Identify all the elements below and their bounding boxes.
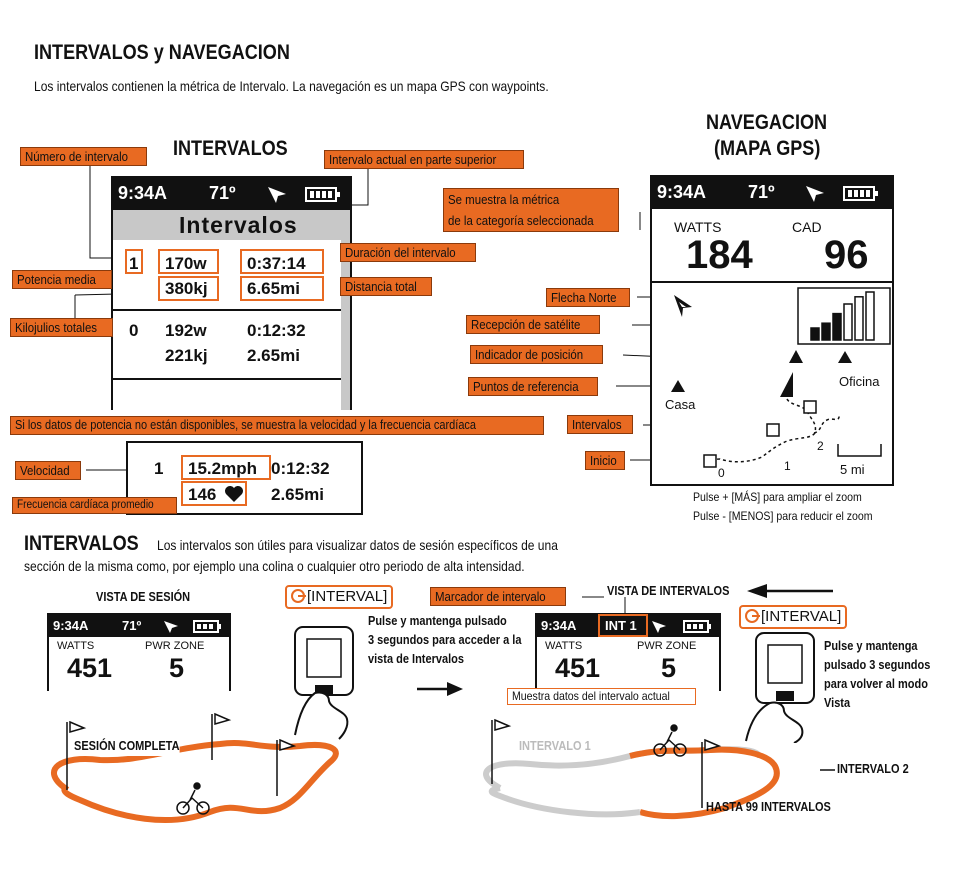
interval-heart-rate: 146 (188, 485, 217, 504)
status-temp: 71º (209, 183, 236, 203)
callout-interval-number: Número de intervalo (20, 147, 147, 166)
metric-label-watts: WATTS (674, 219, 722, 235)
interval-button[interactable]: [INTERVAL] (285, 585, 393, 609)
screen-title: Intervalos (179, 212, 298, 238)
interval-power: 192w (165, 321, 207, 340)
callout-category-metric: Se muestra la métrica de la categoría seleccionada (443, 188, 619, 232)
callout-avg-heart-rate: Frecuencia cardíaca promedio (12, 497, 177, 514)
interval-distance: 2.65mi (271, 485, 324, 504)
map-label-office: Oficina (839, 374, 880, 389)
intro-text: Los intervalos contienen la métrica de Intervalo. La navegación es un mapa GPS con waypoints. (34, 78, 549, 94)
map-label-scale: 5 mi (840, 462, 865, 477)
interval-badge: INT 1 (605, 618, 637, 633)
nav-heading-line1: NAVEGACION (706, 111, 828, 134)
callout-start: Inicio (585, 451, 625, 470)
shows-current-note: Muestra datos del intervalo actual (507, 688, 696, 705)
interval-view-screen: 9:34A INT 1 WATTS PWR ZONE 451 5 (535, 613, 721, 691)
callout-avg-power: Potencia media (12, 270, 112, 289)
map-label-pt1: 1 (784, 459, 791, 473)
interval-power: 170w (165, 254, 207, 273)
interval-duration: 0:37:14 (247, 254, 306, 273)
interval-distance: 6.65mi (247, 279, 300, 298)
session-complete-label: SESIÓN COMPLETA (74, 737, 180, 756)
interval-button[interactable]: [INTERVAL] (739, 605, 847, 629)
cyclist-icon (177, 783, 209, 814)
callout-satellite: Recepción de satélite (466, 315, 600, 334)
callout-north-arrow: Flecha Norte (546, 288, 630, 307)
callout-no-power-note: Si los datos de potencia no están disponibles, se muestra la velocidad y la frecuencia cardíaca (10, 416, 544, 435)
interval2-label: INTERVALO 2 (837, 762, 909, 776)
callout-position: Indicador de posición (470, 345, 603, 364)
arrow-right-icon (415, 680, 465, 698)
map-label-pt2: 2 (817, 439, 824, 453)
hold-to-return-note: Pulse y mantenga pulsado 3 segundos para volver al modo Vista (824, 639, 931, 710)
interval-distance: 2.65mi (247, 346, 300, 365)
callout-intervals: Intervalos (567, 415, 633, 434)
zoom-out-note: Pulse - [MENOS] para reducir el zoom (693, 509, 873, 523)
status-temp: 71º (748, 182, 775, 202)
zoom-in-note: Pulse + [MÁS] para ampliar el zoom (693, 490, 862, 504)
bottom-desc-2: sección de la misma como, por ejemplo una colina o cualquier otro periodo de alta intensidad. (24, 558, 525, 574)
interval-energy: 221kj (165, 346, 208, 365)
interval-duration: 0:12:32 (271, 459, 330, 478)
callout-kilojoules: Kilojulios totales (10, 318, 113, 337)
interval-speed: 15.2mph (188, 459, 257, 478)
interval-energy: 380kj (165, 279, 208, 298)
metric-value-cad: 96 (824, 233, 869, 277)
callout-total-distance: Distancia total (340, 277, 432, 296)
metric-value-watts: 184 (686, 233, 753, 277)
map-label-home: Casa (665, 397, 696, 412)
interval-duration: 0:12:32 (247, 321, 306, 340)
session-view-screen: 9:34A 71º WATTS PWR ZONE 451 5 (47, 613, 231, 691)
callout-current-on-top: Intervalo actual en parte superior (324, 150, 524, 169)
bottom-desc-1: Los intervalos son útiles para visualizar datos de sesión específicos de una (157, 537, 558, 553)
map-label-pt0: 0 (718, 466, 725, 480)
status-bar: 9:34A INT 1 (537, 615, 719, 637)
session-view-label: VISTA DE SESIÓN (96, 590, 191, 604)
status-bar: 9:34A 71º (49, 615, 229, 637)
interval-number: 1 (129, 254, 139, 273)
status-time: 9:34A (118, 183, 168, 203)
callout-interval-duration: Duración del intervalo (340, 243, 476, 262)
interval-number: 1 (154, 459, 164, 478)
callout-speed: Velocidad (15, 461, 81, 480)
interval-number: 0 (129, 321, 139, 340)
nav-heading-line2: (MAPA GPS) (714, 137, 821, 160)
intervals-heading: INTERVALOS (173, 137, 288, 160)
interval-view-label: VISTA DE INTERVALOS (607, 584, 730, 598)
interval1-label: INTERVALO 1 (519, 739, 591, 753)
callout-waypoints: Puntos de referencia (468, 377, 598, 396)
callout-interval-marker: Marcador de intervalo (430, 587, 566, 606)
route-illustration (0, 700, 954, 860)
status-time: 9:34A (657, 182, 707, 202)
metric-label-cad: CAD (792, 219, 822, 235)
page-title: INTERVALOS y NAVEGACION (34, 41, 290, 64)
hold-to-intervals-note: Pulse y mantenga pulsado 3 segundos para acceder a la vista de Intervalos (368, 614, 522, 666)
bottom-heading: INTERVALOS (24, 532, 139, 555)
up-to-99-label: HASTA 99 INTERVALOS (706, 800, 831, 814)
